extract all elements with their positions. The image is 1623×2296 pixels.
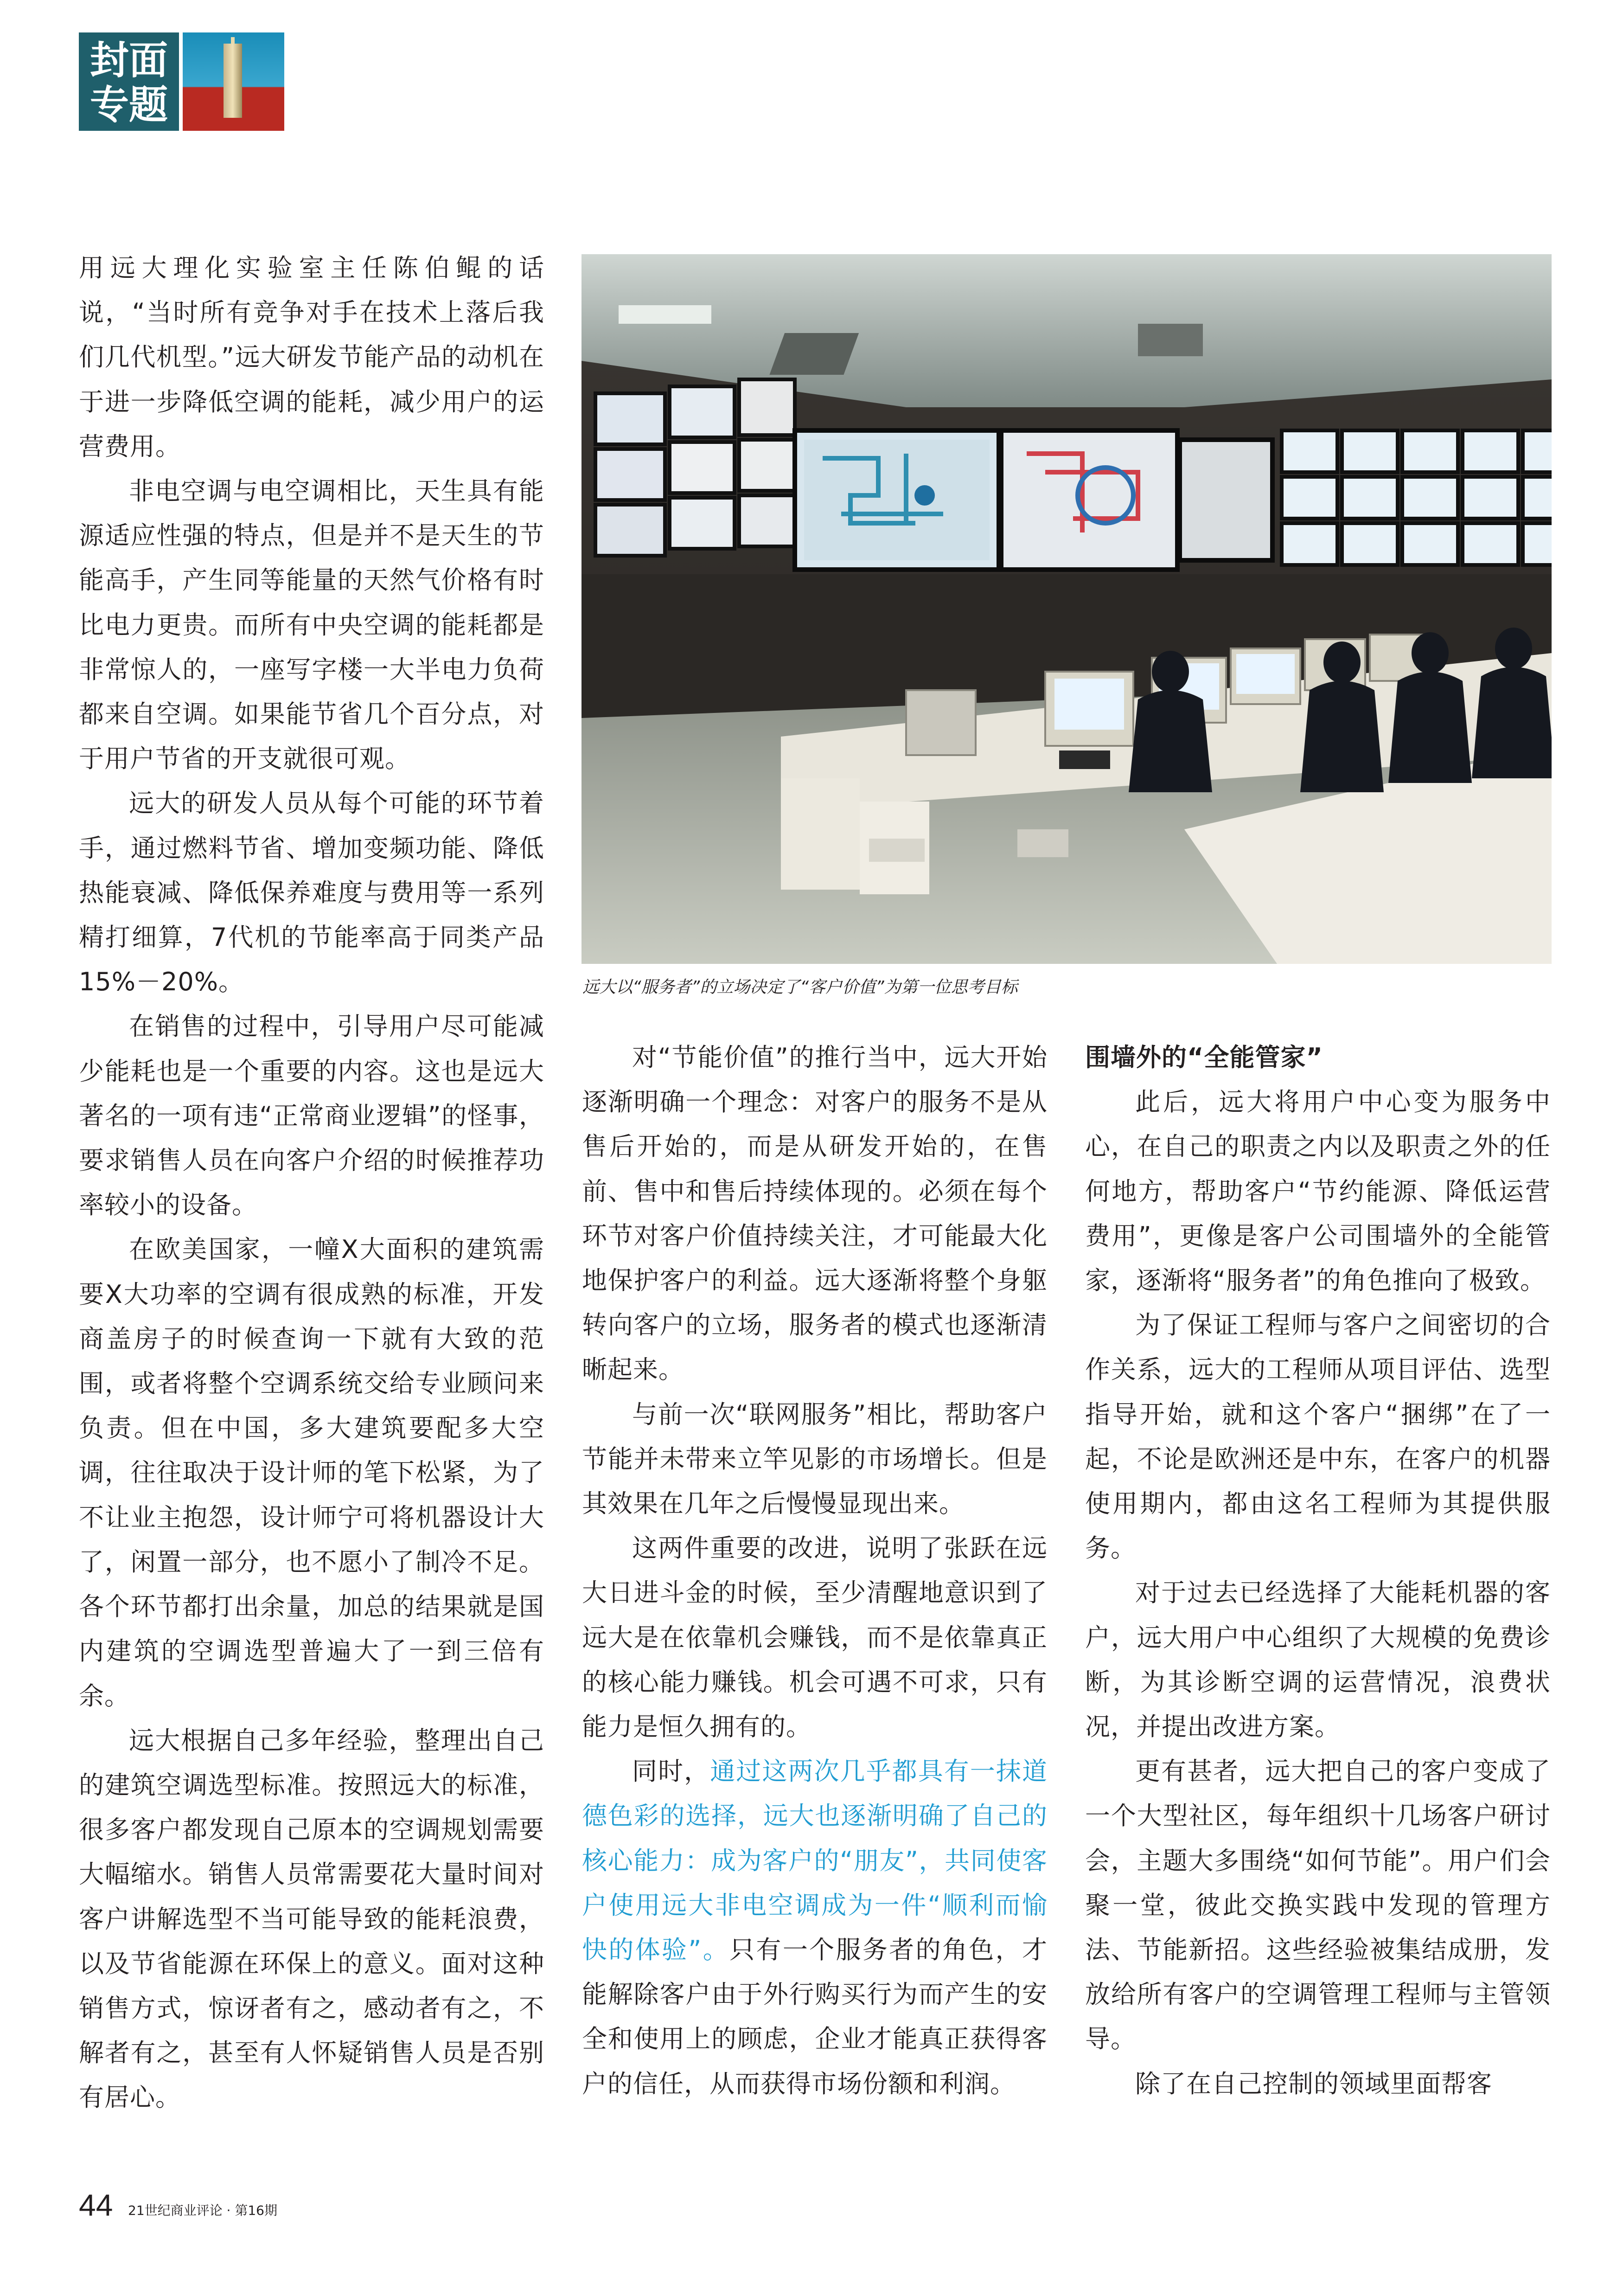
- paragraph: 对于过去已经选择了大能耗机器的客户，远大用户中心组织了大规模的免费诊断，为其诊断空调的运营情况，浪费状况，并提出改进方案。: [1085, 1578, 1551, 1742]
- section-badge-image: [183, 32, 284, 131]
- page-footer: [79, 2187, 277, 2223]
- publication-name: 21世纪商业评论 · 第16期: [128, 2203, 277, 2218]
- section-label-line1: 封面: [89, 37, 168, 83]
- paragraph: 远大根据自己多年经验，整理出自己的建筑空调选型标准。按照远大的标准，很多客户都发现自己原本的空调规划需要大幅缩水。销售人员常需要花大量时间对客户讲解选型不当可能导致的能耗浪费，以及节省能源在环保上的意义。面对这种销售方式，惊讶者有之，感动者有之，不解者有之，甚至有人怀疑销售人员是否别有居心。: [79, 1725, 544, 2112]
- section-badge: [79, 32, 284, 131]
- section-label-line2: 专题: [89, 82, 168, 128]
- paragraph: 这两件重要的改进，说明了张跃在远大日进斗金的时候，至少清醒地意识到了远大是在依靠机会赚钱，而不是依靠真正的核心能力赚钱。机会可遇不可求，只有能力是恒久拥有的。: [582, 1533, 1048, 1742]
- paragraph: 用远大理化实验室主任陈伯鲲的话说，“当时所有竞争对手在技术上落后我们几代机型。”远大研发节能产品的动机在于进一步降低空调的能耗，减少用户的运营费用。: [79, 253, 544, 461]
- paragraph: 除了在自己控制的领域里面帮客: [1135, 2069, 1492, 2098]
- paragraph-lead: 同时，: [632, 1757, 710, 1786]
- paragraph: 非电空调与电空调相比，天生具有能源适应性强的特点，但是并不是天生的节能高手，产生同等能量的天然气价格有时比电力更贵。而所有中央空调的能耗都是非常惊人的，一座写字楼一大半电力负荷都来自空调。如果能节省几个百分点，对于用户节省的开支就很可观。: [79, 476, 544, 774]
- paragraph: 在欧美国家，一幢X大面积的建筑需要X大功率的空调有很成熟的标准，开发商盖房子的时候查询一下就有大致的范围，或者将整个空调系统交给专业顾问来负责。但在中国，多大建筑要配多大空调，往往取决于设计师的笔下松紧，为了不让业主抱怨，设计师宁可将机器设计大了，闲置一部分，也不愿小了制冷不足。各个环节都打出余量，加总的结果就是国内建筑的空调选型普遍大了一到三倍有余。: [79, 1235, 544, 1711]
- section-heading: 围墙外的“全能管家”: [1085, 1043, 1323, 1072]
- paragraph: 与前一次“联网服务”相比，帮助客户节能并未带来立竿见影的市场增长。但是其效果在几年之后慢慢显现出来。: [582, 1399, 1048, 1519]
- paragraph: 此后，远大将用户中心变为服务中心，在自己的职责之内以及职责之外的任何地方，帮助客户“节约能源、降低运营费用”，更像是客户公司围墙外的全能管家，逐渐将“服务者”的角色推向了极致。: [1085, 1087, 1551, 1296]
- paragraph: 更有甚者，远大把自己的客户变成了一个大型社区，每年组织十几场客户研讨会，主题大多围绕“如何节能”。用户们会聚一堂，彼此交换实践中发现的管理方法、节能新招。这些经验被集结成册，发放给所有客户的空调管理工程师与主管领导。: [1085, 1757, 1551, 2054]
- paragraph-highlighted: [582, 1749, 1048, 2106]
- paragraph: 为了保证工程师与客户之间密切的合作关系，远大的工程师从项目评估、选型指导开始，就和这个客户“捆绑”在了一起，不论是欧洲还是中东，在客户的机器使用期内，都由这名工程师为其提供服务。: [1085, 1310, 1551, 1563]
- photo-caption: 远大以“服务者”的立场决定了“客户价值”为第一位思考目标: [582, 978, 1018, 997]
- paragraph: 在销售的过程中，引导用户尽可能减少能耗也是一个重要的内容。这也是远大著名的一项有违“正常商业逻辑”的怪事，要求销售人员在向客户介绍的时候推荐功率较小的设备。: [79, 1012, 544, 1220]
- page-number: 44: [79, 2188, 113, 2222]
- paragraph: 远大的研发人员从每个可能的环节着手，通过燃料节省、增加变频功能、降低热能衰减、降低保养难度与费用等一系列精打细算，7代机的节能率高于同类产品15%－20%。: [79, 789, 544, 997]
- article-column-1: [79, 246, 544, 2120]
- control-room-photo: [581, 254, 1552, 964]
- paragraph: 对“节能价值”的推行当中，远大开始逐渐明确一个理念：对客户的服务不是从售后开始的，而是从研发开始的，在售前、售中和售后持续体现的。必须在每个环节对客户价值持续关注，才可能最大化地保护客户的利益。远大逐渐将整个身躯转向客户的立场，服务者的模式也逐渐清晰起来。: [582, 1043, 1048, 1385]
- article-column-3: [1085, 1035, 1551, 2106]
- highlighted-quote: 通过这两次几乎都具有一抹道德色彩的选择，远大也逐渐明确了自己的核心能力：成为客户的“朋友”，共同使客户使用远大非电空调成为一件“顺利而愉快的体验”。: [582, 1757, 1048, 1965]
- control-room-illustration: [581, 254, 1552, 964]
- section-label: [79, 32, 179, 131]
- article-column-2: [582, 1035, 1048, 2106]
- paragraph-rest: 只有一个服务者的角色，才能解除客户由于外行购买行为而产生的安全和使用上的顾虑，企业才能真正获得客户的信任，从而获得市场份额和利润。: [582, 1935, 1048, 2098]
